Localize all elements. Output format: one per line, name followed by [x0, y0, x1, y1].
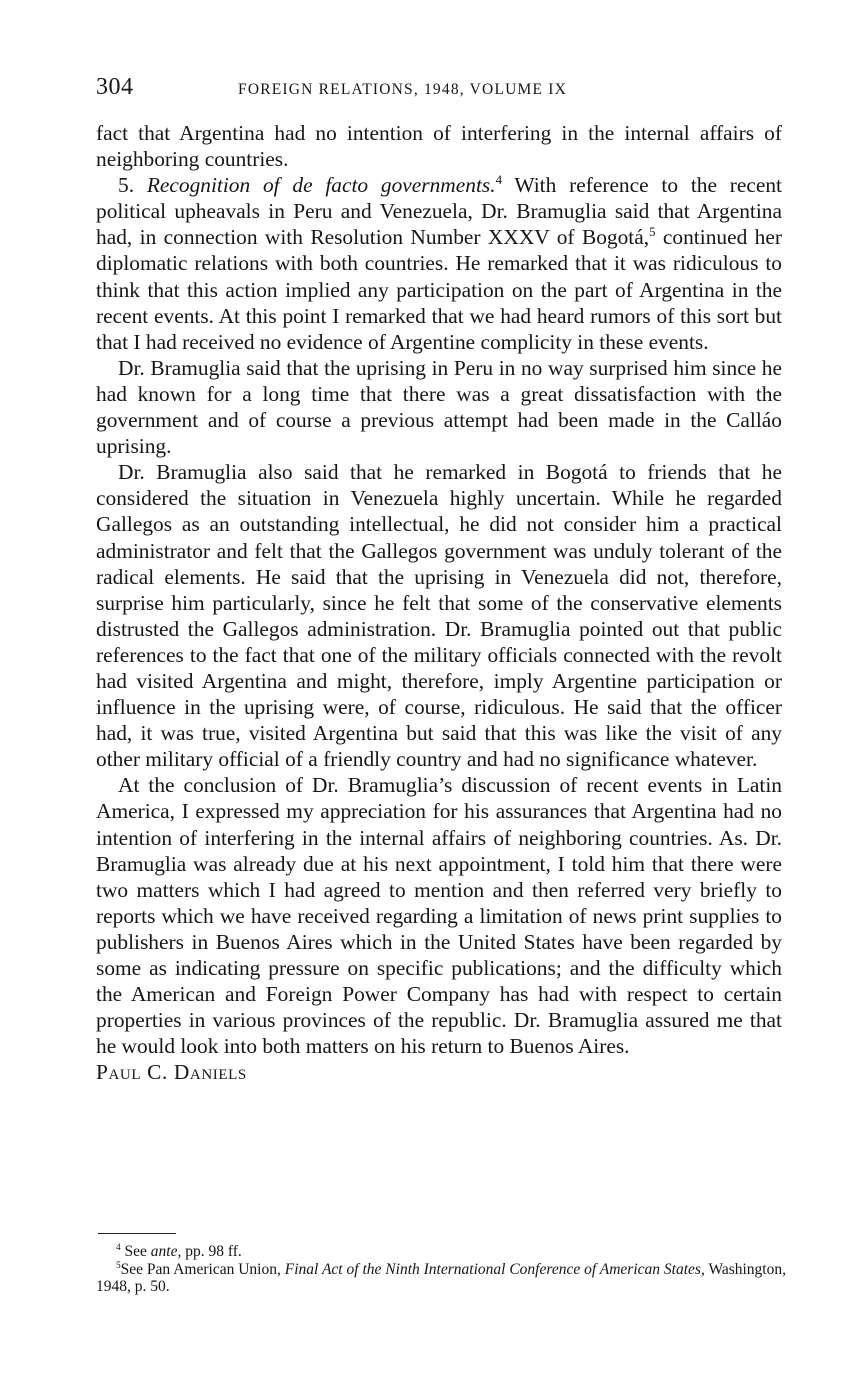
footnote-text: See: [124, 1243, 147, 1260]
paragraph-text-a: With reference to the recent political upheavals in Peru and Venezuela, Dr. Bramuglia said that Argentina had, in connection with Resolution Number XXXV of Bogotá,: [96, 173, 782, 250]
footnote-ref-4: 4: [495, 173, 502, 188]
running-title: FOREIGN RELATIONS, 1948, VOLUME IX: [238, 81, 567, 98]
paragraph-venezuela: Dr. Bramuglia also said that he remarked in Bogotá to friends that he considered the situation in Venezuela highly uncertain. While he regarded Gallegos as an outstanding intellectual, he did not consider him a practical administrator and felt that the Gallegos government was unduly tolerant of the radical elements. He said that the uprising in Venezuela did not, therefore, surprise him particularly, since he felt that some of the conservative elements distrusted the Gallegos administration. Dr. Bramuglia pointed out that public references to the fact that one of the military officials connected with the revolt had visited Argentina and might, therefore, imply Argentine participation or influence in the uprising were, of course, ridiculous. He said that the officer had, it was true, visited Argentina but said that this was like the visit of any other military official of a friendly country and had no significance whatever.: [96, 460, 782, 772]
footnote-italic: ante,: [150, 1243, 182, 1260]
section-heading: Recognition of de facto governments.: [146, 173, 496, 198]
body-text: [96, 120, 782, 1085]
footnote-5: [96, 1261, 786, 1296]
paragraph-text-b: continued her diplomatic relations with both countries. He remarked that it was ridiculous to think that this action implied any participation on the part of Argentina in the recent events. At this point I remarked that we had heard rumors of this sort but that I had received no evidence of Argentine complicity in these events.: [96, 225, 782, 354]
signature: Paul C. Daniels: [96, 1060, 247, 1085]
page-number: 304: [96, 74, 134, 100]
footnote-ref-5: 5: [649, 225, 656, 240]
footnote-text: pp. 98 ff.: [185, 1243, 242, 1260]
paragraph-continuation: fact that Argentina had no intention of interfering in the internal affairs of neighboring countries.: [96, 121, 782, 172]
footnotes: [96, 1243, 786, 1296]
paragraph-recognition: [96, 172, 782, 355]
paragraph-conclusion: At the conclusion of Dr. Bramuglia’s discussion of recent events in Latin America, I expressed my appreciation for his assurances that Argentina had no intention of interfering in the internal affairs of neighboring countries. As. Dr. Bramuglia was already due at his next appointment, I told him that there were two matters which I had agreed to mention and then referred very briefly to reports which we have received regarding a limitation of news print supplies to publishers in Buenos Aires which in the United States have been regarded by some as indicating pressure on specific publications; and the difficulty which the American and Foreign Power Company has had with respect to certain properties in various provinces of the republic. Dr. Bramuglia assured me that he would look into both matters on his return to Buenos Aires.: [96, 773, 782, 1059]
footnote-mark: 5: [116, 1260, 121, 1271]
footnote-italic: Final Act of the Ninth International Conference of American States,: [284, 1260, 705, 1278]
footnote-4: [96, 1243, 786, 1261]
footnote-mark: 4: [116, 1242, 121, 1253]
footnote-text: Washington, 1948, p. 50.: [96, 1260, 786, 1295]
footnote-text: See Pan American Union,: [120, 1260, 281, 1278]
section-number: 5.: [118, 173, 135, 198]
paragraph-peru: Dr. Bramuglia said that the uprising in Peru in no way surprised him since he had known for a long time that there was a great dissatisfaction with the government and of course a previous attempt had been made in the Calláo uprising.: [96, 355, 782, 459]
page-header: [96, 74, 786, 108]
footnote-divider: [98, 1233, 176, 1234]
